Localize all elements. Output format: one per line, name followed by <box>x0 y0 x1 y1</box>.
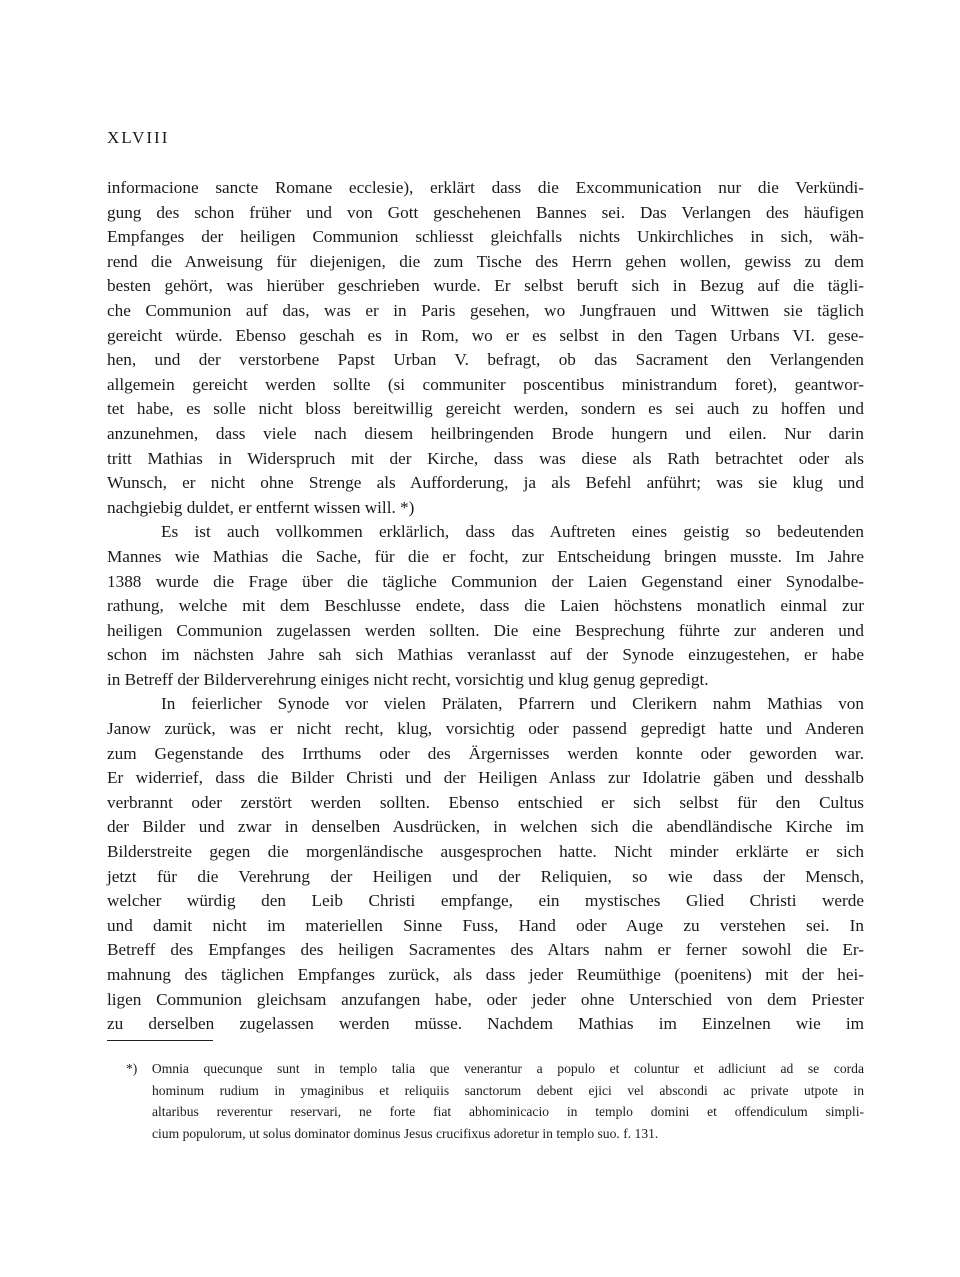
text-line: ligen Communion gleichsam anzufangen habe, oder jeder ohne Unterschied von dem Priester <box>107 989 864 1009</box>
text-line: In feierlicher Synode vor vielen Prälaten, Pfarrern und Clerikern nahm Mathias von <box>161 694 864 714</box>
text-line: rathung, welche mit dem Beschlusse endete, dass die Laien höchstens monatlich einmal zur <box>107 596 864 616</box>
text-line: tet habe, es solle nicht bloss bereitwillig gereicht werden, sondern es sei auch zu hoffen und <box>107 399 864 419</box>
text-line: tritt Mathias in Widerspruch mit der Kirche, dass was diese als Rath betrachtet oder als <box>107 448 864 468</box>
text-line: heiligen Communion zugelassen werden sollten. Die eine Besprechung führte zur anderen und <box>107 620 864 640</box>
text-line: rend die Anweisung für diejenigen, die zum Tische des Herrn gehen wollen, gewiss zu dem <box>107 251 864 271</box>
text-line: schon im nächsten Jahre sah sich Mathias veranlasst auf der Synode einzugestehen, er habe <box>107 645 864 665</box>
text-line: gereicht würde. Ebenso geschah es in Rom, wo er es selbst in den Tagen Urbans VI. gese- <box>107 325 864 345</box>
text-line: und damit nicht im materiellen Sinne Fuss, Hand oder Auge zu verstehen sei. In <box>107 915 864 935</box>
footnote-line: hominum rudium in ymaginibus et reliquiis sanctorum debent ejici vel abscondi ac private utpote in <box>152 1082 864 1098</box>
text-line: allgemein gereicht werden sollte (si communiter poscentibus ministrandum foret), geantwor- <box>107 374 864 394</box>
page-number: XLVIII <box>107 128 170 147</box>
footnote-line: cium populorum, ut solus dominator dominus Jesus crucifixus adoretur in templo suo. f. 131. <box>152 1125 659 1141</box>
text-line: Janow zurück, was er nicht recht, klug, vorsichtig oder passend gepredigt hatte und Anderen <box>107 719 864 739</box>
text-line: che Communion auf das, was er in Paris gesehen, wo Jungfrauen und Wittwen sie täglich <box>107 300 864 320</box>
text-line: zu derselben zugelassen werden müsse. Nachdem Mathias im Einzelnen wie im <box>107 1014 864 1034</box>
footnote-line: *) Omnia quecunque sunt in templo talia que venerantur a populo et coluntur et adliciunt ad se corda <box>126 1061 864 1076</box>
footnote <box>126 1058 864 1144</box>
text-line: Er widerrief, dass die Bilder Christi und der Heiligen Anlass zur Idolatrie gäben und desshalb <box>107 768 864 788</box>
text-line: zum Gegenstande des Irrthums oder des Ärgernisses werden konnte oder geworden war. <box>107 743 864 763</box>
text-line: Bilderstreite gegen die morgenländische ausgesprochen hatte. Nicht minder erklärte er sich <box>107 842 864 862</box>
text-line: in Betreff der Bilderverehrung einiges nicht recht, vorsichtig und klug genug gepredigt. <box>107 669 709 689</box>
text-line: Betreff des Empfanges des heiligen Sacramentes des Altars nahm er ferner sowohl die Er- <box>107 940 864 960</box>
text-line: Es ist auch vollkommen erklärlich, dass das Auftreten eines geistig so bedeutenden <box>161 522 864 542</box>
main-text <box>107 176 864 1037</box>
text-line: jetzt für die Verehrung der Heiligen und der Reliquien, so wie dass der Mensch, <box>107 866 864 886</box>
text-line: hen, und der verstorbene Papst Urban V. befragt, ob das Sacrament den Verlangenden <box>107 350 864 370</box>
text-line: Empfanges der heiligen Communion schliesst gleichfalls nichts Unkirchliches in sich, wäh- <box>107 227 864 247</box>
text-line: informacione sancte Romane ecclesie), erklärt dass die Excommunication nur die Verkündi- <box>107 178 864 197</box>
text-line: gung des schon früher und von Gott geschehenen Bannes sei. Das Verlangen des häufigen <box>107 202 864 222</box>
footnote-line: altaribus reverentur reservari, ne forte fiat abhominicacio in templo domini et offendiculum simpli- <box>152 1104 864 1119</box>
text-line: Mannes wie Mathias die Sache, für die er focht, zur Entscheidung bringen musste. Im Jahre <box>107 546 864 566</box>
text-line: der Bilder und zwar in denselben Ausdrücken, in welchen sich die abendländische Kirche im <box>107 817 864 837</box>
text-line: Wunsch, er nicht ohne Strenge als Aufforderung, ja als Befehl anführt; was sie klug und <box>107 473 864 493</box>
text-line: anzunehmen, dass viele nach diesem heilbringenden Brode hungern und eilen. Nur darin <box>107 423 864 443</box>
text-line: verbrannt oder zerstört werden sollten. Ebenso entschied er sich selbst für den Cultus <box>107 792 864 812</box>
text-line: nachgiebig duldet, er entfernt wissen will. *) <box>107 497 415 517</box>
text-line: 1388 wurde die Frage über die tägliche Communion der Laien Gegenstand einer Synodalbe- <box>107 571 864 591</box>
footnote-divider <box>107 1040 213 1041</box>
text-line: welcher würdig den Leib Christi empfange, ein mystisches Glied Christi werde <box>107 891 864 911</box>
text-line: mahnung des täglichen Empfanges zurück, als dass jeder Reumüthige (poenitens) mit der hei- <box>107 965 864 984</box>
text-line: besten gehört, was hierüber geschrieben wurde. Er selbst beruft sich in Bezug auf die tägli- <box>107 276 864 296</box>
